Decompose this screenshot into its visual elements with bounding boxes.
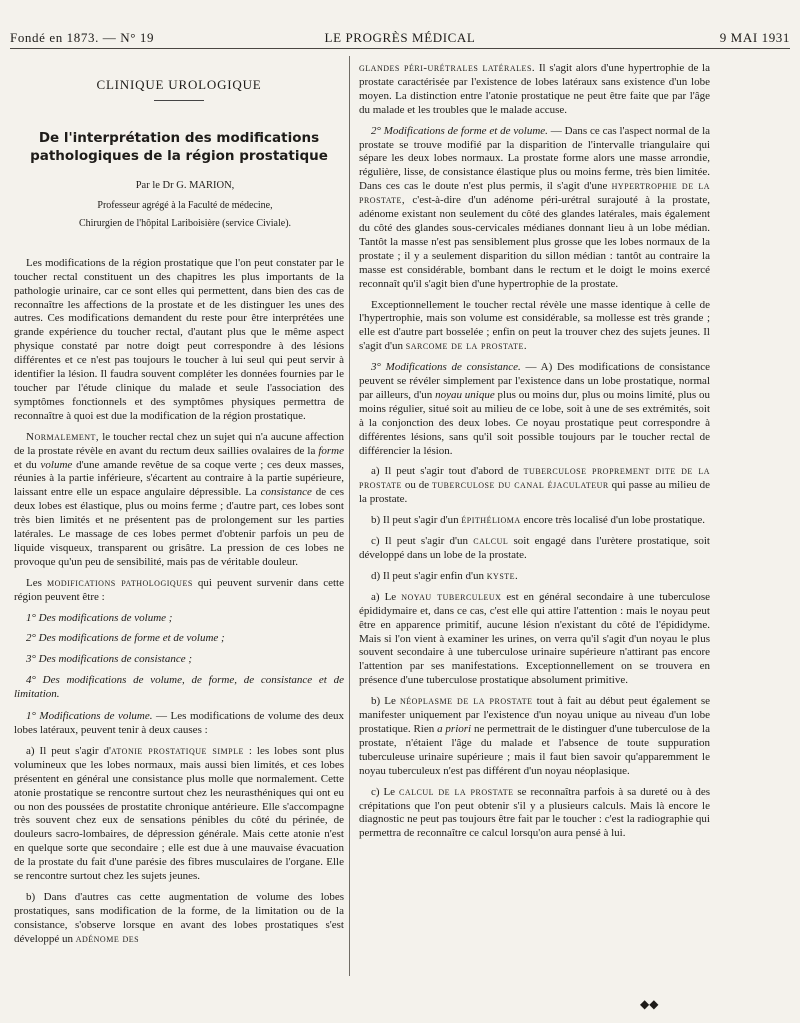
rubric-divider [154, 100, 204, 101]
founding-and-issue-number: Fondé en 1873. — N° 19 [10, 30, 155, 45]
consistency-paragraph: 3° Modifications de consistance. — A) Des modifications de consistance peuvent se révéler simplement par l'existence dans un lobe prostatique, normal par ailleurs, d'un noyau unique plus ou moins dur, plus ou moins limité, plus ou moins régulier, situé soit au milieu de ce lobe, soit à une de ses extrémités, soit à la conjonction des deux lobes. Ce noyau prostatique peut correspondre à différentes lésions, sans qu'il soit possible toujours par le toucher rectal de différencier la lésion. [359, 361, 711, 457]
author-block [14, 179, 344, 230]
lateral-glands-paragraph: glandes péri-urétrales latérales. Il s'agit alors d'une hypertrophie de la prostate caractérisée par l'existence de lobes latéraux sans existence d'un lobe moyen. La distinction entre l'atonie prostatique ne peut être faite que par l'âge du malade et les troubles que le malade accuse. [359, 62, 710, 116]
modification-list-item: 1° Des modifications de volume ; [26, 611, 173, 624]
column-divider [349, 56, 350, 976]
modification-list-item: 2° Des modifications de forme et de volume ; [26, 632, 225, 645]
adenoma-paragraph: b) Dans d'autres cas cette augmentation de volume des lobes prostatiques, sans modification de la forme, de la limitation ou de la consistance, s'observe lorsque en avant des lobes prostatiques s'est développé un adénome des [14, 890, 344, 945]
left-column [14, 56, 344, 954]
right-column [359, 62, 710, 848]
tuberculosis-item: a) Il peut s'agir tout d'abord de tuberculose proprement dite de la prostate ou de tuberculose du canal éjaculateur qui passe au milieu de la prostate. [359, 465, 710, 506]
article-title-line-1: De l'interprétation des modifications [38, 129, 320, 146]
atony-paragraph: a) Il peut s'agir d'atonie prostatique simple : les lobes sont plus volumineux que les lobes normaux, mais aussi bien limités, et ces lobes présentent en général une consistance plus molle que normalement. Cette atonie prostatique se rencontre surtout chez les neurasthéniques qui ont eu ou non des poussées de prostatite chronique antérieure. Elle s'accompagne très souvent chez eux de sensations pénibles du côté du périnée, de douleurs sacro-lombaires, de dépression générale. Mais cette atonie n'est en quelque sorte que secondaire ; elle est due à une mauvaise évacuation de la prostate du fait d'une parésie des fibres musculaires de l'organe. Elle se rencontre surtout chez les sujets jeunes. [14, 744, 344, 883]
neoplasm-paragraph: b) Le néoplasme de la prostate tout à fait au début peut également se manifester uniquement par l'existence d'un noyau unique au niveau d'un lobe prostatique. Rien a priori ne permettrait de le distinguer d'une tuberculose de la prostate, n'étaient l'âge du malade et l'absence de toute suppuration tuberculeuse urinaire supérieure ; mais il faut bien savoir qu'apparemment le noyau tuberculeux n'est pas différent d'un noyau néoplasique. [359, 695, 710, 777]
issue-date: 9 MAI 1931 [719, 30, 790, 45]
fleuron-ornament: ◆◆ [640, 997, 659, 1011]
page-header [10, 28, 790, 49]
cyst-item: d) Il peut s'agir enfin d'un kyste. [371, 569, 519, 582]
intro-paragraph: Les modifications de la région prostatique que l'on peut constater par le toucher rectal constituent un des chapitres les plus importants de la pathologie urinaire, car ce sont elles qui permettent, dans bien des cas de reconnaître les affections de la prostate et de les distinguer les unes des autres. Ces modifications demandent du reste pour être interprétées une grande expérience du toucher rectal, d'autant plus que le même aspect physique constaté par notre doigt peut correspondre à des lésions différentes et ce n'est pas toujours le toucher à lui seul qui peut servir à identifier la lésion. Il faudra souvent compléter les données fournies par le toucher par l'étude clinique du malade et seule l'association des symptômes fonctionnels et des symptômes physiques permettra de reconnaître à quoi est due la modification de la région prostatique. [14, 256, 344, 422]
article-title-line-2: pathologiques de la région prostatique [30, 147, 328, 164]
author-affiliation-1: Professeur agrégé à la Faculté de médecine, [97, 199, 273, 211]
author-byline: Par le Dr G. MARION, [135, 179, 235, 191]
form-volume-paragraph: 2° Modifications de forme et de volume. — Dans ce cas l'aspect normal de la prostate se trouve modifié par la disparition de l'intervalle triangulaire qui sépare les deux lobes normaux. La prostate forme alors une masse arrondie, régulière, lisse, de consistance élastique plus ou moins ferme, très bien limitée. Dans ces cas le doute n'est plus permis, il s'agit d'une hypertrophie de la prostate, c'est-à-dire d'un adénome péri-urétral surajouté à la prostate, adénome existant non seulement du côté des glandes latérales, mais également du côté des glandes sous-cervicales médianes donnant lieu à un lobe médian. Tantôt la masse n'est pas sensiblement plus grosse que les lobes normaux de la prostate ; il y a seulement disparition du sillon médian : tantôt au contraire la masse est considérable, bombant dans le rectum et le doigt le moins exercé reconnaît qu'il s'agit bien d'une hypertrophie de la prostate. [359, 124, 711, 290]
tuberculous-nodule-paragraph: a) Le noyau tuberculeux est en général secondaire à une tuberculose épididymaire et, dans ce cas, c'est elle qui attire l'attention : mais le noyau peut être en apparence primitif, aucune lésion n'existant du côté de l'épididyme. Mais si l'on vient à examiner les urines, on verra qu'il s'agit d'un noyau le plus souvent secondaire à une tuberculose urinaire supérieure n'attirant pas encore l'attention par ses manifestations. Exceptionnellement on se trouvera en présence d'une tuberculose prostatique absolument primitive. [359, 590, 710, 687]
volume-modifications-paragraph: 1° Modifications de volume. — Les modifications de volume des deux lobes latéraux, peuvent tenir à deux causes : [14, 710, 345, 736]
modification-list-item: 3° Des modifications de consistance ; [26, 653, 193, 666]
article-title [14, 129, 344, 165]
modification-list-item: 4° Des modifications de volume, de forme, de consistance et de limitation. [14, 674, 344, 701]
sarcoma-paragraph: Exceptionnellement le toucher rectal révèle une masse identique à celle de l'hypertrophie, mais son volume est considérable, sa mollesse est très grande ; elle est d'autre part bosselée ; enfin on peut la trouver chez des sujets jeunes. Il s'agit d'un sarcome de la prostate. [359, 298, 710, 353]
normal-findings-paragraph: Normalement, le toucher rectal chez un sujet qui n'a aucune affection de la prostate révèle en avant du rectum deux saillies ovalaires de la forme et du volume d'une amande revêtue de sa coque verte ; ces deux masses, réunies à la partie inférieure, s'écartent au contraire à la partie supérieure, laissant entre elle un espace angulaire dépressible. La consistance de ces deux lobes est élastique, plus ou moins ferme ; d'autre part, ces lobes sont très bien limités et ne présentent pas de prolongement sur les parties latérales. Le massage de ces lobes permet d'obtenir parfois un peu de liquide visqueux, transparent ou grisâtre. La pression de ces lobes ne provoque qu'un peu de sensibilité, mais pas de véritable douleur. [14, 430, 344, 568]
modifications-intro-paragraph: Les modifications pathologiques qui peuvent survenir dans cette région peuvent être : [14, 576, 344, 603]
prostate-calculus-paragraph: c) Le calcul de la prostate se reconnaîtra parfois à sa dureté ou à des crépitations que l'on peut obtenir s'il y a plusieurs calculs. Mais là encore le diagnostic ne peut pas toujours être fait par le toucher : c'est la radiographie qui permettra de reconnaître ce calcul lorsqu'on aura pensé à lui. [359, 785, 710, 840]
journal-title: LE PROGRÈS MÉDICAL [324, 30, 476, 45]
author-affiliation-2: Chirurgien de l'hôpital Lariboisière (service Civiale). [78, 218, 292, 230]
calculus-item: c) Il peut s'agir d'un calcul soit engagé dans l'urètere prostatique, soit développé dans un lobe de la prostate. [359, 535, 710, 561]
epithelioma-item: b) Il peut s'agir d'un épithélioma encore très localisé d'un lobe prostatique. [371, 514, 706, 527]
section-rubric: CLINIQUE UROLOGIQUE [96, 77, 262, 92]
